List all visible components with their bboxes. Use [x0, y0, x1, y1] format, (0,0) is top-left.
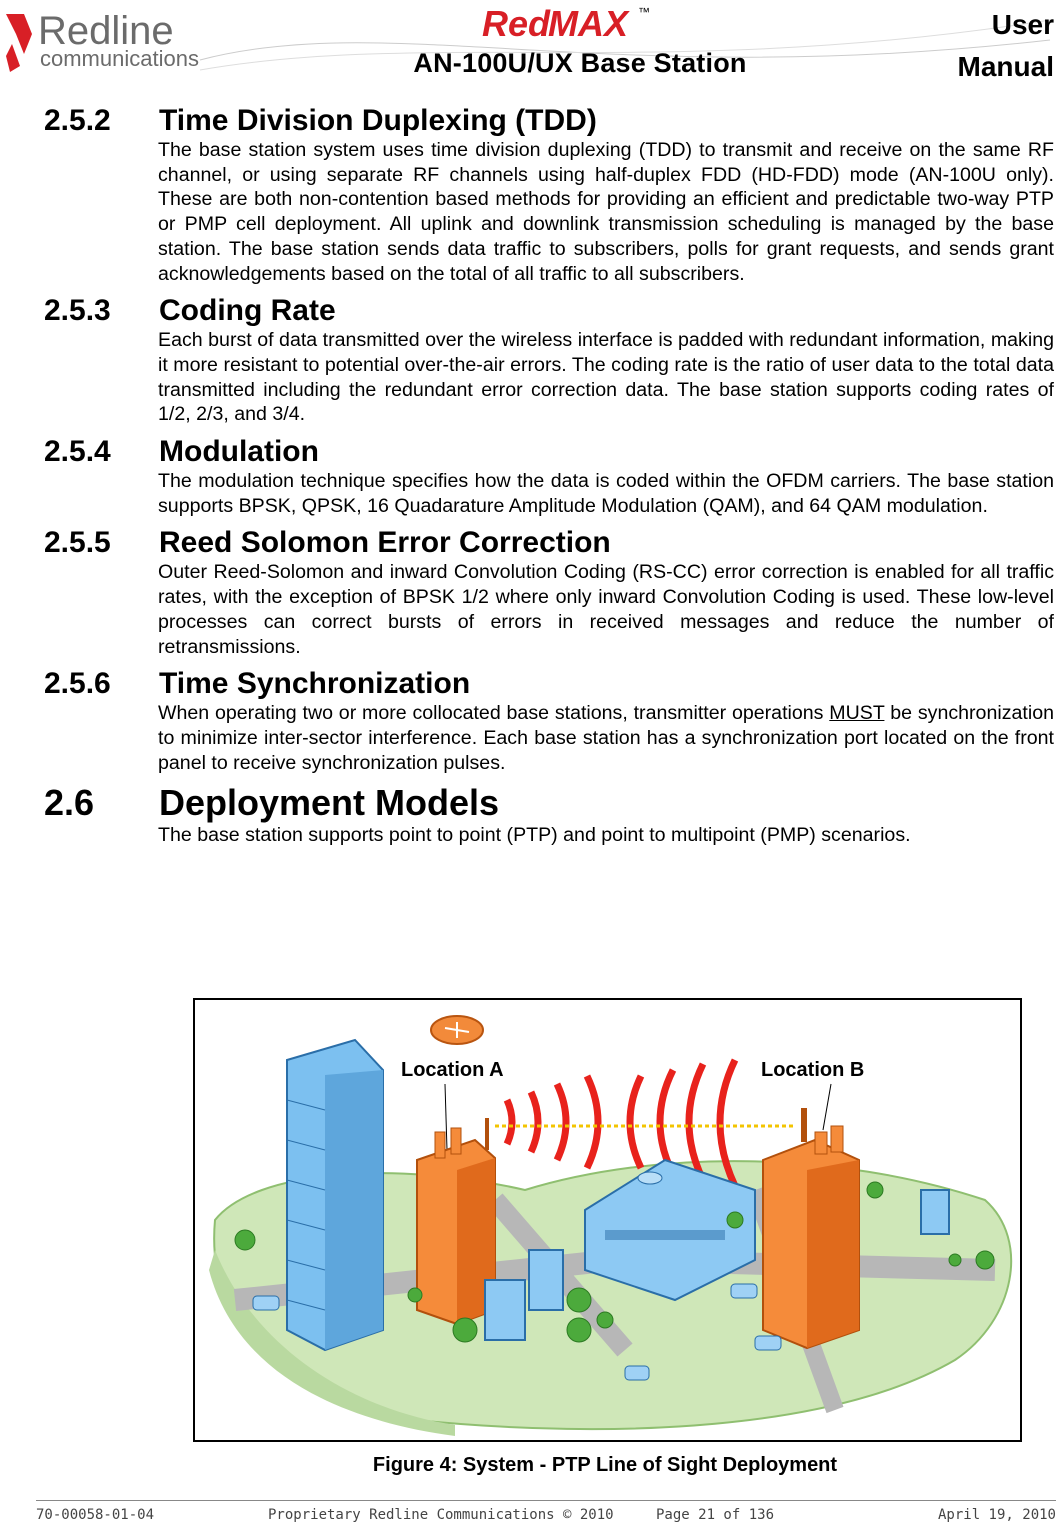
small-blue-building — [921, 1190, 949, 1234]
page-header — [0, 0, 1060, 86]
chapter-heading: 2.6 Deployment Models — [44, 782, 500, 824]
orange-building-b — [763, 1108, 859, 1348]
ptp-deployment-figure — [193, 998, 1022, 1442]
user-manual-label — [924, 4, 1054, 88]
svg-text:MAX: MAX — [548, 3, 628, 44]
logo-brand-text: Redline — [38, 9, 174, 53]
user-label: User — [991, 9, 1054, 40]
section-modulation — [44, 435, 1054, 518]
logo-sub-text: communications — [40, 46, 199, 71]
section-body: The base station system uses time division duplexing (TDD) to transmit and receive on the same RF channel, or using separate RF channels using half-duplex FDD (HD-FDD) mode (AN-100U only). These are both non-contention based methods for providing an efficient and predictable two-way PTP or PMP cell deployment. All uplink and downlink transmission scheduling is managed by the base station. The base station sends data traffic to subscribers, polls for grant requests, and sends grant acknowledgements based on the total of all traffic to all subscribers. — [158, 139, 1054, 285]
must-emphasis: MUST — [829, 702, 885, 725]
radio-waves — [507, 1060, 735, 1186]
section-heading: 2.5.4 Modulation — [44, 435, 319, 469]
svg-text:Red: Red — [482, 3, 551, 44]
location-b-pointer — [823, 1084, 831, 1130]
doc-id: 70-00058-01-04 — [36, 1507, 155, 1523]
city-illustration — [195, 1000, 1020, 1440]
section-body: Outer Reed-Solomon and inward Convolution Coding (RS-CC) error correction is enabled for all traffic rates, with the exception of BPSK 1/2 where only inward Convolution Coding is used. These low-level processes can correct bursts of errors in received messages and reduce the number of retransmissions. — [158, 561, 1054, 658]
car — [253, 1296, 279, 1310]
redmax-logo — [482, 2, 682, 44]
section-body: The base station supports point to point (PTP) and point to multipoint (PMP) scenarios. — [158, 824, 911, 847]
blue-tower — [287, 1040, 383, 1350]
document-body — [44, 104, 1054, 856]
station-title: AN-100U/UX Base Station — [413, 48, 747, 78]
redline-logo — [2, 4, 202, 78]
doc-date: April 19, 2010 — [937, 1507, 1056, 1523]
car — [755, 1336, 781, 1350]
section-time-sync — [44, 667, 1054, 775]
car — [625, 1366, 649, 1380]
section-deployment-models — [44, 783, 1054, 848]
figure-caption: Figure 4: System - PTP Line of Sight Deployment — [372, 1454, 838, 1476]
car — [731, 1284, 757, 1298]
section-body: The modulation technique specifies how the data is coded within the OFDM carriers. The base station supports BPSK, QPSK, 16 Quadarature Amplitude Modulation (QAM), and 64 QAM modulation. — [158, 470, 1054, 517]
page-footer — [36, 1500, 1056, 1523]
svg-text:™: ™ — [638, 5, 650, 19]
section-reed-solomon — [44, 526, 1054, 659]
location-a-label: Location A — [401, 1059, 504, 1081]
page-number: Page 21 of 136 — [656, 1507, 775, 1523]
orange-building-a — [417, 1118, 495, 1324]
section-body: When operating two or more collocated base stations, transmitter operations MUST be synchronization to minimize inter-sector interference. Each base station has a synchronization port located on the front panel to receive synchronization pulses. — [158, 702, 1054, 774]
section-body: Each burst of data transmitted over the wireless interface is padded with redundant information, making it more resistant to potential over-the-air errors. The coding rate is the ratio of user data to the total data transmitted including the redundant error correction data. The base station supports coding rates of 1/2, 2/3, and 3/4. — [158, 329, 1054, 426]
section-heading: 2.5.5 Reed Solomon Error Correction — [44, 526, 611, 560]
section-coding-rate — [44, 294, 1054, 427]
section-tdd — [44, 104, 1054, 286]
section-heading: 2.5.2 Time Division Duplexing (TDD) — [44, 104, 597, 137]
small-blue-building — [485, 1280, 525, 1340]
location-b-label: Location B — [761, 1059, 865, 1081]
router-icon — [431, 1016, 483, 1044]
proprietary-notice: Proprietary Redline Communications © 2010 — [268, 1507, 614, 1523]
section-heading: 2.5.6 Time Synchronization — [44, 667, 471, 701]
small-blue-building — [529, 1250, 563, 1310]
manual-label: Manual — [957, 51, 1054, 82]
section-heading: 2.5.3 Coding Rate — [44, 294, 336, 328]
